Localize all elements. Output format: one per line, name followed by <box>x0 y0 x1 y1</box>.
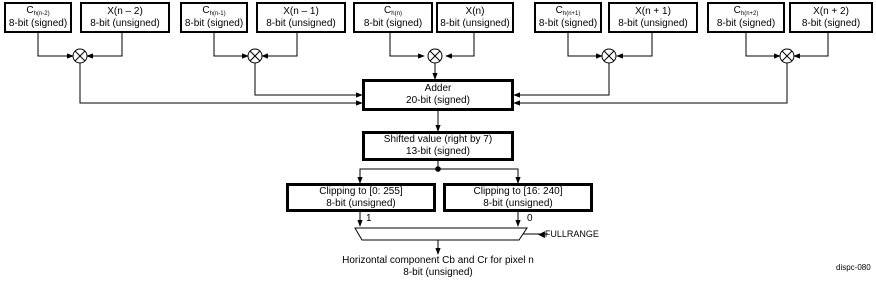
coefficient-label: $C_{h(n+2)}$ <box>733 5 759 17</box>
clip-limited-range-box <box>443 183 593 212</box>
shift-title: Shifted value (right by 7) <box>383 134 493 145</box>
shift-box <box>362 131 514 161</box>
coefficient-box-n-plus-2 <box>707 2 785 33</box>
sample-bits: 8-bit (unsigned) <box>90 17 160 29</box>
output-line-1: Horizontal component Cb and Cr for pixel n <box>342 255 534 266</box>
sample-box-n-minus-2 <box>80 2 170 33</box>
mux-input-1-label: 1 <box>366 213 372 224</box>
clip-limited-title: Clipping to [16: 240] <box>473 185 563 197</box>
adder-box <box>362 79 514 111</box>
multiplexer-shape <box>355 228 527 240</box>
coefficient-label: $C_{h(n+1)}$ <box>555 5 581 17</box>
coefficient-label: $C_{h(n-1)}$ <box>202 5 226 17</box>
sample-bits: 8-bit (unsigned) <box>266 17 336 29</box>
coefficient-box-n-minus-1 <box>180 2 248 33</box>
sample-bits: 8-bit (unsigned) <box>440 17 510 29</box>
coefficient-bits: 8-bit (signed) <box>8 18 68 29</box>
adder-title: Adder <box>424 83 452 94</box>
output-description <box>300 255 576 279</box>
adder-bits: 20-bit (signed) <box>406 95 470 106</box>
multiplier-icons <box>73 49 794 63</box>
coefficient-box-n <box>353 2 433 33</box>
sample-box-n <box>436 2 514 33</box>
clip-full-range-box <box>286 183 436 212</box>
output-line-2: 8-bit (unsigned) <box>403 267 473 278</box>
coefficient-label: $C_{h(n)}$ <box>384 5 402 17</box>
fullrange-select-label: ◀FULLRANGE <box>538 229 599 239</box>
split-wires <box>360 161 518 183</box>
sample-bits: 8-bit (signed) <box>801 17 861 29</box>
multiplier-icon <box>780 49 794 63</box>
clip-limited-bits: 8-bit (unsigned) <box>483 197 553 209</box>
shift-bits: 13-bit (signed) <box>406 146 470 157</box>
coefficient-box-n-plus-1 <box>534 2 602 33</box>
sample-bits: 8-bit (unsigned) <box>618 17 688 29</box>
mux-input-0-label: 0 <box>527 213 533 224</box>
coefficient-box-n-minus-2 <box>4 2 72 33</box>
coefficient-bits: 8-bit (signed) <box>538 18 598 29</box>
coefficient-bits: 8-bit (signed) <box>184 18 244 29</box>
coefficient-bits: 8-bit (signed) <box>716 18 776 29</box>
sample-box-n-plus-1 <box>608 2 698 33</box>
clip-full-bits: 8-bit (unsigned) <box>326 197 396 209</box>
multiplier-icon <box>73 49 87 63</box>
sample-label: X(n + 2) <box>813 5 849 17</box>
coefficient-bits: 8-bit (signed) <box>363 18 423 29</box>
clip-full-title: Clipping to [0: 255] <box>319 185 403 197</box>
sample-box-n-minus-1 <box>256 2 346 33</box>
sample-label: X(n) <box>465 5 485 17</box>
figure-id: dispc-080 <box>836 263 871 272</box>
multiplier-icon <box>428 49 442 63</box>
sample-box-n-plus-2 <box>789 2 873 33</box>
multiplier-icon <box>248 49 262 63</box>
multiplier-icon <box>602 49 616 63</box>
coefficient-label: $C_{h(n-2)}$ <box>26 5 50 17</box>
junction-dot <box>435 166 441 172</box>
fullrange-arrow-icon: ◀ <box>538 229 545 239</box>
sample-label: X(n – 1) <box>283 5 319 17</box>
sample-label: X(n – 2) <box>107 5 143 17</box>
sample-label: X(n + 1) <box>635 5 671 17</box>
